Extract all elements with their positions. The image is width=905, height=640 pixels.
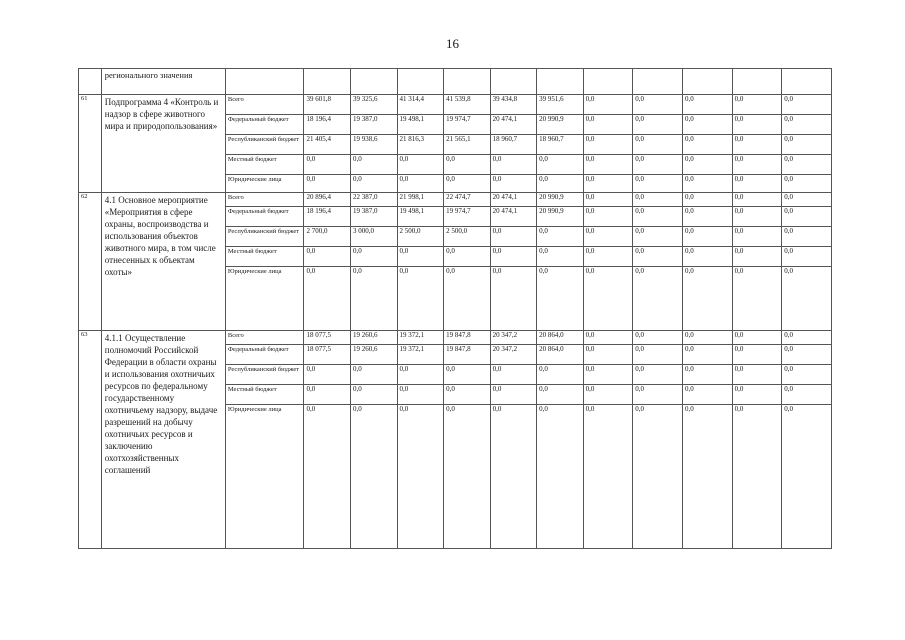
continuation-row bbox=[79, 69, 832, 95]
amount-cell: 0,0 bbox=[633, 385, 683, 405]
program-name: 4.1 Основное мероприятие «Мероприятия в сфере охраны, воспроизводства и использования объектов животного мира, в том числе отнесенных к объектам охоты» bbox=[101, 193, 225, 331]
amount-cell: 0,0 bbox=[583, 365, 633, 385]
funding-source: Федеральный бюджет bbox=[225, 115, 304, 135]
amount-cell: 18 196,4 bbox=[304, 115, 351, 135]
amount-cell: 0,0 bbox=[490, 385, 537, 405]
amount-cell: 0,0 bbox=[682, 135, 732, 155]
page-number: 16 bbox=[446, 36, 459, 51]
amount-cell: 0,0 bbox=[633, 115, 683, 135]
amount-cell: 21 998,1 bbox=[397, 193, 444, 207]
cell-empty bbox=[583, 69, 633, 95]
amount-cell: 0,0 bbox=[537, 365, 584, 385]
amount-cell: 0,0 bbox=[351, 247, 398, 267]
amount-cell: 0,0 bbox=[351, 175, 398, 193]
amount-cell: 0,0 bbox=[633, 155, 683, 175]
row-number: 62 bbox=[79, 193, 102, 331]
amount-cell: 39 325,6 bbox=[351, 95, 398, 115]
amount-cell: 0,0 bbox=[782, 207, 832, 227]
amount-cell: 0,0 bbox=[304, 385, 351, 405]
amount-cell: 0,0 bbox=[682, 345, 732, 365]
amount-cell: 0,0 bbox=[633, 207, 683, 227]
amount-cell: 0,0 bbox=[490, 175, 537, 193]
amount-cell: 0,0 bbox=[732, 385, 782, 405]
funding-source: Всего bbox=[225, 193, 304, 207]
amount-cell: 0,0 bbox=[351, 267, 398, 331]
funding-source: Федеральный бюджет bbox=[225, 207, 304, 227]
cell-empty bbox=[444, 69, 491, 95]
program-name: 4.1.1 Осуществление полномочий Российской Федерации в области охраны и использования охотничьих ресурсов по федеральному государственному охотничьему надзору, выдаче разрешений на добычу охотничьих ресурсов и заключению охотхозяйственных соглашений bbox=[101, 331, 225, 549]
amount-cell: 0,0 bbox=[732, 365, 782, 385]
funding-source: Местный бюджет bbox=[225, 155, 304, 175]
amount-cell: 0,0 bbox=[782, 155, 832, 175]
amount-cell: 0,0 bbox=[444, 247, 491, 267]
amount-cell: 0,0 bbox=[682, 405, 732, 549]
cell-empty bbox=[351, 69, 398, 95]
table-row bbox=[79, 193, 832, 207]
amount-cell: 2 500,0 bbox=[397, 227, 444, 247]
amount-cell: 20 990,9 bbox=[537, 193, 584, 207]
amount-cell: 0,0 bbox=[304, 247, 351, 267]
amount-cell: 0,0 bbox=[537, 267, 584, 331]
amount-cell: 0,0 bbox=[782, 365, 832, 385]
amount-cell: 3 000,0 bbox=[351, 227, 398, 247]
amount-cell: 0,0 bbox=[732, 227, 782, 247]
amount-cell: 39 951,6 bbox=[537, 95, 584, 115]
amount-cell: 0,0 bbox=[682, 227, 732, 247]
amount-cell: 0,0 bbox=[583, 247, 633, 267]
amount-cell: 0,0 bbox=[633, 345, 683, 365]
amount-cell: 0,0 bbox=[351, 365, 398, 385]
amount-cell: 19 372,1 bbox=[397, 345, 444, 365]
amount-cell: 0,0 bbox=[682, 207, 732, 227]
amount-cell: 0,0 bbox=[490, 267, 537, 331]
amount-cell: 19 372,1 bbox=[397, 331, 444, 345]
amount-cell: 0,0 bbox=[583, 155, 633, 175]
amount-cell: 0,0 bbox=[782, 345, 832, 365]
amount-cell: 0,0 bbox=[732, 135, 782, 155]
amount-cell: 39 601,8 bbox=[304, 95, 351, 115]
amount-cell: 20 474,1 bbox=[490, 115, 537, 135]
amount-cell: 0,0 bbox=[351, 155, 398, 175]
cell-empty bbox=[782, 69, 832, 95]
cell-empty bbox=[732, 69, 782, 95]
amount-cell: 0,0 bbox=[490, 155, 537, 175]
table-row bbox=[79, 95, 832, 115]
amount-cell: 22 474,7 bbox=[444, 193, 491, 207]
amount-cell: 21 565,1 bbox=[444, 135, 491, 155]
amount-cell: 19 974,7 bbox=[444, 115, 491, 135]
amount-cell: 0,0 bbox=[537, 405, 584, 549]
amount-cell: 20 347,2 bbox=[490, 331, 537, 345]
amount-cell: 0,0 bbox=[732, 155, 782, 175]
amount-cell: 0,0 bbox=[304, 365, 351, 385]
amount-cell: 19 387,0 bbox=[351, 207, 398, 227]
amount-cell: 0,0 bbox=[583, 331, 633, 345]
amount-cell: 0,0 bbox=[444, 175, 491, 193]
amount-cell: 0,0 bbox=[444, 385, 491, 405]
amount-cell: 19 260,6 bbox=[351, 331, 398, 345]
amount-cell: 0,0 bbox=[682, 193, 732, 207]
amount-cell: 0,0 bbox=[490, 365, 537, 385]
funding-source: Местный бюджет bbox=[225, 385, 304, 405]
amount-cell: 0,0 bbox=[304, 405, 351, 549]
amount-cell: 0,0 bbox=[397, 175, 444, 193]
amount-cell: 0,0 bbox=[782, 385, 832, 405]
funding-source: Местный бюджет bbox=[225, 247, 304, 267]
amount-cell: 0,0 bbox=[732, 331, 782, 345]
amount-cell: 20 990,9 bbox=[537, 115, 584, 135]
amount-cell: 19 847,8 bbox=[444, 331, 491, 345]
amount-cell: 21 405,4 bbox=[304, 135, 351, 155]
program-name: Подпрограмма 4 «Контроль и надзор в сфере животного мира и природопользования» bbox=[101, 95, 225, 193]
amount-cell: 0,0 bbox=[397, 405, 444, 549]
amount-cell: 0,0 bbox=[537, 227, 584, 247]
funding-source: Всего bbox=[225, 331, 304, 345]
amount-cell: 0,0 bbox=[351, 405, 398, 549]
amount-cell: 19 498,1 bbox=[397, 207, 444, 227]
amount-cell: 0,0 bbox=[732, 267, 782, 331]
budget-table bbox=[78, 68, 832, 549]
amount-cell: 0,0 bbox=[782, 331, 832, 345]
amount-cell: 0,0 bbox=[732, 345, 782, 365]
amount-cell: 0,0 bbox=[444, 405, 491, 549]
amount-cell: 0,0 bbox=[583, 135, 633, 155]
amount-cell: 0,0 bbox=[732, 175, 782, 193]
amount-cell: 0,0 bbox=[732, 405, 782, 549]
amount-cell: 20 990,9 bbox=[537, 207, 584, 227]
amount-cell: 0,0 bbox=[397, 155, 444, 175]
amount-cell: 0,0 bbox=[583, 175, 633, 193]
amount-cell: 0,0 bbox=[732, 115, 782, 135]
amount-cell: 19 498,1 bbox=[397, 115, 444, 135]
cell-empty bbox=[79, 69, 102, 95]
amount-cell: 0,0 bbox=[633, 135, 683, 155]
amount-cell: 0,0 bbox=[490, 405, 537, 549]
amount-cell: 18 077,5 bbox=[304, 331, 351, 345]
amount-cell: 0,0 bbox=[782, 175, 832, 193]
amount-cell: 0,0 bbox=[537, 385, 584, 405]
amount-cell: 0,0 bbox=[782, 193, 832, 207]
amount-cell: 18 196,4 bbox=[304, 207, 351, 227]
amount-cell: 41 539,8 bbox=[444, 95, 491, 115]
amount-cell: 0,0 bbox=[583, 193, 633, 207]
amount-cell: 0,0 bbox=[633, 365, 683, 385]
funding-source: Республиканский бюджет bbox=[225, 135, 304, 155]
cell-empty bbox=[682, 69, 732, 95]
amount-cell: 18 960,7 bbox=[537, 135, 584, 155]
amount-cell: 0,0 bbox=[682, 95, 732, 115]
amount-cell: 20 474,1 bbox=[490, 193, 537, 207]
amount-cell: 19 387,0 bbox=[351, 115, 398, 135]
amount-cell: 0,0 bbox=[304, 155, 351, 175]
amount-cell: 0,0 bbox=[682, 365, 732, 385]
amount-cell: 0,0 bbox=[682, 385, 732, 405]
amount-cell: 0,0 bbox=[304, 267, 351, 331]
amount-cell: 0,0 bbox=[682, 267, 732, 331]
cell-empty bbox=[397, 69, 444, 95]
amount-cell: 0,0 bbox=[782, 267, 832, 331]
amount-cell: 2 700,0 bbox=[304, 227, 351, 247]
amount-cell: 18 960,7 bbox=[490, 135, 537, 155]
amount-cell: 20 896,4 bbox=[304, 193, 351, 207]
cell-empty bbox=[490, 69, 537, 95]
amount-cell: 0,0 bbox=[583, 227, 633, 247]
amount-cell: 0,0 bbox=[304, 175, 351, 193]
amount-cell: 0,0 bbox=[397, 247, 444, 267]
amount-cell: 0,0 bbox=[633, 95, 683, 115]
funding-source: Юридические лица bbox=[225, 175, 304, 193]
amount-cell: 0,0 bbox=[732, 95, 782, 115]
amount-cell: 0,0 bbox=[633, 247, 683, 267]
amount-cell: 19 938,6 bbox=[351, 135, 398, 155]
amount-cell: 0,0 bbox=[537, 155, 584, 175]
amount-cell: 0,0 bbox=[782, 247, 832, 267]
amount-cell: 20 864,0 bbox=[537, 331, 584, 345]
continuation-name: регионального значения bbox=[101, 69, 225, 95]
amount-cell: 0,0 bbox=[732, 193, 782, 207]
row-number: 63 bbox=[79, 331, 102, 549]
amount-cell: 0,0 bbox=[682, 331, 732, 345]
funding-source: Республиканский бюджет bbox=[225, 365, 304, 385]
amount-cell: 0,0 bbox=[633, 405, 683, 549]
cell-empty bbox=[537, 69, 584, 95]
amount-cell: 0,0 bbox=[782, 405, 832, 549]
amount-cell: 0,0 bbox=[633, 227, 683, 247]
amount-cell: 0,0 bbox=[633, 175, 683, 193]
amount-cell: 0,0 bbox=[490, 227, 537, 247]
amount-cell: 19 847,8 bbox=[444, 345, 491, 365]
amount-cell: 0,0 bbox=[583, 345, 633, 365]
amount-cell: 21 816,3 bbox=[397, 135, 444, 155]
amount-cell: 0,0 bbox=[583, 95, 633, 115]
funding-source: Всего bbox=[225, 95, 304, 115]
amount-cell: 0,0 bbox=[537, 175, 584, 193]
amount-cell: 0,0 bbox=[444, 155, 491, 175]
amount-cell: 0,0 bbox=[537, 247, 584, 267]
amount-cell: 0,0 bbox=[782, 95, 832, 115]
amount-cell: 0,0 bbox=[682, 247, 732, 267]
amount-cell: 39 434,8 bbox=[490, 95, 537, 115]
funding-source: Федеральный бюджет bbox=[225, 345, 304, 365]
amount-cell: 0,0 bbox=[583, 115, 633, 135]
amount-cell: 0,0 bbox=[397, 385, 444, 405]
amount-cell: 0,0 bbox=[782, 135, 832, 155]
amount-cell: 19 974,7 bbox=[444, 207, 491, 227]
amount-cell: 0,0 bbox=[444, 267, 491, 331]
amount-cell: 19 260,6 bbox=[351, 345, 398, 365]
amount-cell: 0,0 bbox=[682, 175, 732, 193]
amount-cell: 0,0 bbox=[682, 115, 732, 135]
amount-cell: 0,0 bbox=[782, 227, 832, 247]
amount-cell: 0,0 bbox=[583, 405, 633, 549]
amount-cell: 0,0 bbox=[397, 267, 444, 331]
amount-cell: 0,0 bbox=[732, 207, 782, 227]
amount-cell: 0,0 bbox=[351, 385, 398, 405]
funding-source: Юридические лица bbox=[225, 267, 304, 331]
amount-cell: 0,0 bbox=[490, 247, 537, 267]
table-row bbox=[79, 331, 832, 345]
amount-cell: 0,0 bbox=[633, 267, 683, 331]
amount-cell: 0,0 bbox=[397, 365, 444, 385]
amount-cell: 2 500,0 bbox=[444, 227, 491, 247]
cell-empty bbox=[304, 69, 351, 95]
amount-cell: 0,0 bbox=[782, 115, 832, 135]
cell-empty bbox=[225, 69, 304, 95]
funding-source: Юридические лица bbox=[225, 405, 304, 549]
funding-source: Республиканский бюджет bbox=[225, 227, 304, 247]
amount-cell: 0,0 bbox=[633, 193, 683, 207]
amount-cell: 0,0 bbox=[583, 207, 633, 227]
amount-cell: 18 077,5 bbox=[304, 345, 351, 365]
amount-cell: 41 314,4 bbox=[397, 95, 444, 115]
amount-cell: 0,0 bbox=[444, 365, 491, 385]
amount-cell: 0,0 bbox=[732, 247, 782, 267]
amount-cell: 20 864,0 bbox=[537, 345, 584, 365]
amount-cell: 20 474,1 bbox=[490, 207, 537, 227]
row-number: 61 bbox=[79, 95, 102, 193]
amount-cell: 0,0 bbox=[583, 385, 633, 405]
amount-cell: 0,0 bbox=[682, 155, 732, 175]
amount-cell: 0,0 bbox=[583, 267, 633, 331]
amount-cell: 22 387,0 bbox=[351, 193, 398, 207]
amount-cell: 20 347,2 bbox=[490, 345, 537, 365]
amount-cell: 0,0 bbox=[633, 331, 683, 345]
cell-empty bbox=[633, 69, 683, 95]
